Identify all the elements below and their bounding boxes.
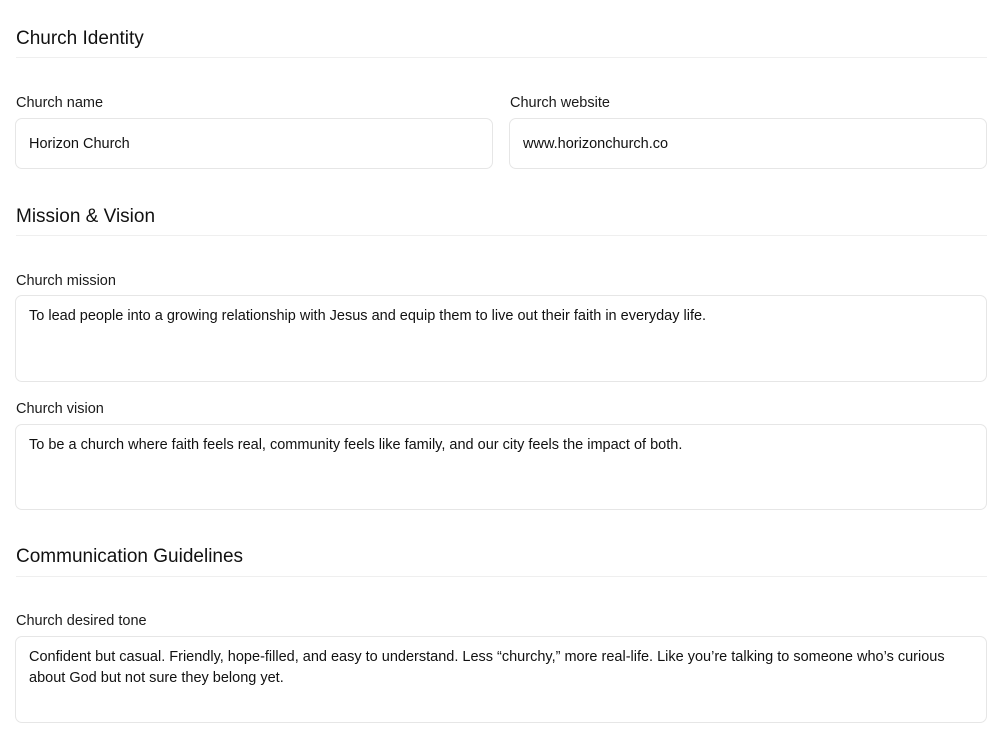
church-vision-textarea[interactable] [15,424,987,510]
church-mission-textarea[interactable] [15,295,987,382]
church-desired-tone-label: Church desired tone [16,613,147,629]
section-divider [16,57,987,58]
church-name-label: Church name [16,95,104,111]
section-title-church-identity: Church Identity [16,28,144,49]
church-website-label: Church website [510,95,610,111]
section-divider [16,235,987,236]
section-divider [16,576,987,577]
section-title-mission-vision: Mission & Vision [16,206,156,227]
section-title-communication-guidelines: Communication Guidelines [16,546,244,567]
church-mission-label: Church mission [16,273,116,289]
church-website-input[interactable] [509,118,987,169]
church-vision-label: Church vision [16,401,104,417]
church-name-input[interactable] [15,118,493,169]
church-desired-tone-textarea[interactable] [15,636,987,723]
